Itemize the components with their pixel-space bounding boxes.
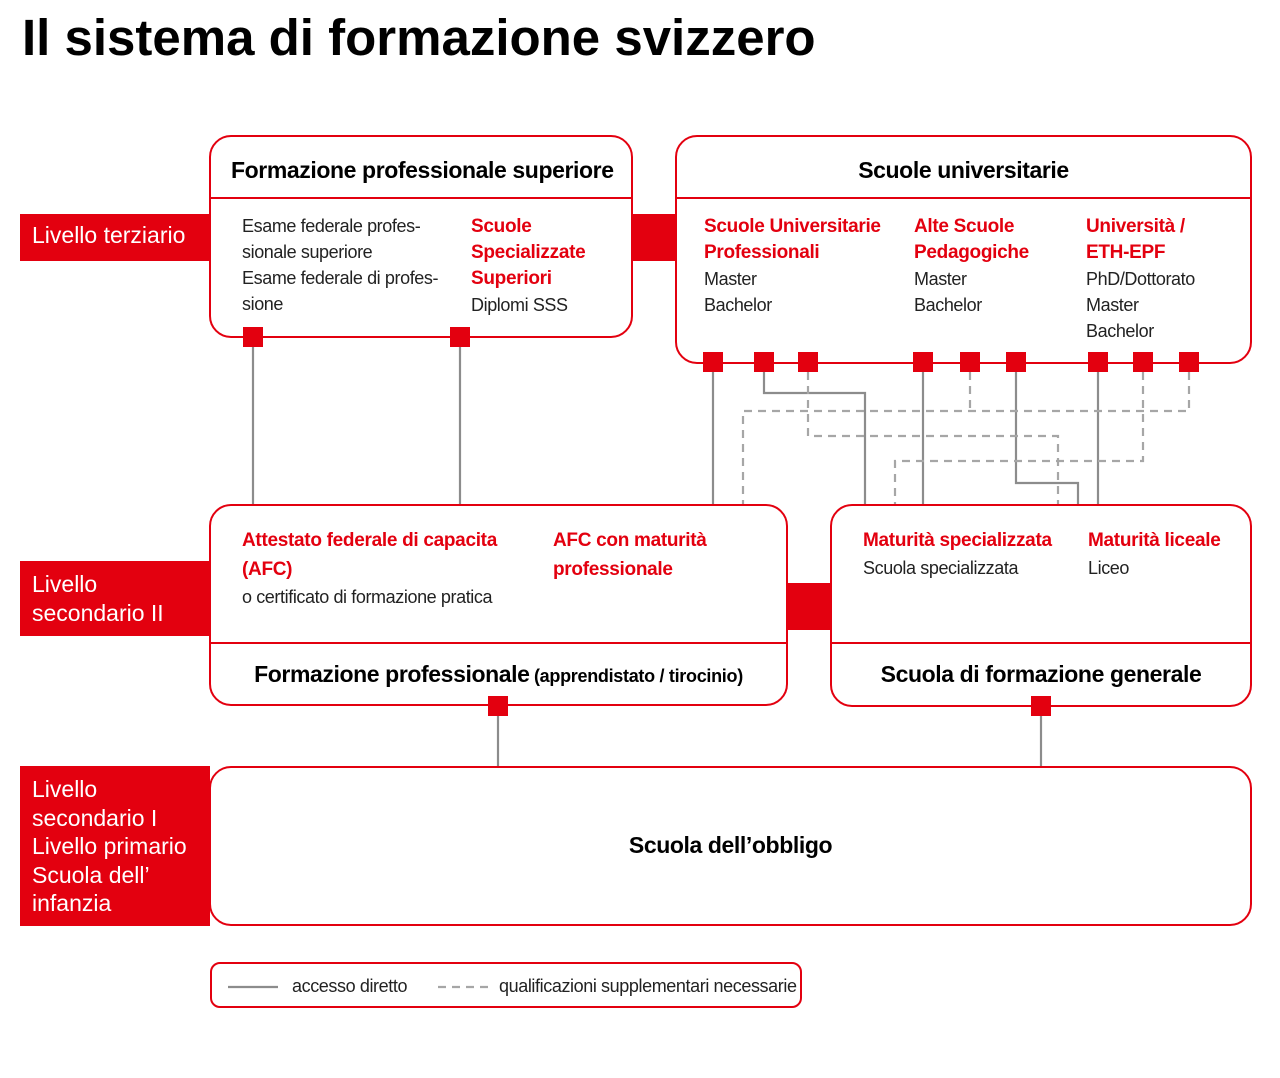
text-line: Alte Scuole: [914, 216, 1015, 237]
text-line: Scuola specializzata: [863, 558, 1019, 578]
text-line: Pedagogiche: [914, 242, 1029, 263]
text-line: Liceo: [1088, 558, 1130, 578]
text-line: Scuole Universitarie: [704, 216, 881, 237]
level-label-line: secondario I: [32, 804, 158, 831]
text-line: Bachelor: [704, 295, 772, 315]
universities-applied-sciences: [704, 214, 881, 318]
text-line: o certificato di formazione pratica: [242, 587, 493, 607]
level-label-secondary-2: [20, 561, 210, 636]
legend-direct-access: accesso diretto: [292, 976, 408, 996]
secondary-bridge: [786, 583, 832, 630]
compulsory-school-label: Scuola dell’obbligo: [628, 832, 833, 858]
box-divider: [211, 197, 631, 199]
level-label-line: Livello primario: [32, 833, 187, 859]
universities-eth-epf: [1086, 214, 1195, 344]
connector-supplementary: [895, 372, 1143, 505]
legend-supplementary: qualificazioni supplementari necessarie: [499, 976, 797, 996]
level-label-line: Scuola dell’: [32, 861, 150, 888]
federal-exams-list: [242, 213, 438, 317]
universities-box: [675, 135, 1252, 364]
legend: [210, 962, 802, 1008]
text-line: Diplomi SSS: [471, 295, 568, 315]
text-line: Università /: [1086, 216, 1185, 237]
vocational-box: [209, 504, 788, 706]
text-line: Master: [914, 269, 967, 289]
text-line: Master: [704, 269, 757, 289]
level-label-line: infanzia: [32, 890, 112, 916]
text-line: sionale superiore: [242, 242, 373, 262]
text-line: Maturità specializzata: [863, 530, 1052, 551]
text-line: Attestato federale di capacita: [242, 530, 497, 551]
text-line: Master: [1086, 295, 1139, 315]
text-line: Esame federale di profes-: [242, 268, 439, 288]
higher-vocational-box: [209, 135, 633, 338]
level-label-line: Livello: [32, 571, 98, 597]
vocational-footer: [211, 661, 786, 688]
universities-teacher-education: [914, 214, 1029, 318]
page-title: Il sistema di formazione svizzero: [22, 9, 816, 66]
general-education-box: [830, 504, 1252, 707]
box-divider: [832, 642, 1250, 644]
higher-vocational-header: Formazione professionale superiore: [231, 157, 614, 183]
box-divider: [677, 197, 1250, 199]
box-divider: [211, 642, 786, 644]
tertiary-bridge: [631, 214, 677, 261]
academic-baccalaureate: [1088, 526, 1220, 581]
universities-header: Scuole universitarie: [858, 157, 1069, 183]
text-line: Esame federale profes-: [242, 216, 421, 236]
text-line: Scuole: [471, 216, 532, 237]
vocational-footer-title: Formazione professionale: [254, 661, 530, 687]
higher-specialized-schools: [471, 214, 585, 318]
level-label-line: secondario II: [32, 599, 164, 626]
text-line: sione: [242, 294, 284, 314]
text-line: Bachelor: [914, 295, 982, 315]
text-line: Superiori: [471, 268, 552, 289]
vet-with-baccalaureate: [553, 526, 707, 584]
compulsory-school-box: [209, 766, 1252, 926]
text-line: PhD/Dottorato: [1086, 269, 1195, 289]
text-line: Specializzate: [471, 242, 586, 263]
general-education-footer: Scuola di formazione generale: [880, 661, 1202, 687]
connector-direct: [764, 372, 865, 505]
level-label-line: Livello terziario: [32, 222, 186, 248]
level-label-tertiary: [20, 214, 210, 261]
text-line: Professionali: [704, 242, 820, 263]
text-line: Bachelor: [1086, 321, 1154, 341]
text-line: professionale: [553, 559, 673, 580]
federal-vet-diploma: [242, 526, 497, 610]
vocational-footer-subtitle: (apprendistato / tirocinio): [533, 666, 743, 686]
text-line: AFC con maturità: [553, 530, 707, 551]
text-line: (AFC): [242, 559, 293, 580]
connector-direct: [1016, 372, 1078, 505]
level-label-line: Livello: [32, 776, 98, 802]
level-label-lower: [20, 766, 210, 926]
specialized-baccalaureate: [863, 526, 1052, 581]
text-line: ETH-EPF: [1086, 242, 1166, 263]
text-line: Maturità liceale: [1088, 530, 1221, 551]
